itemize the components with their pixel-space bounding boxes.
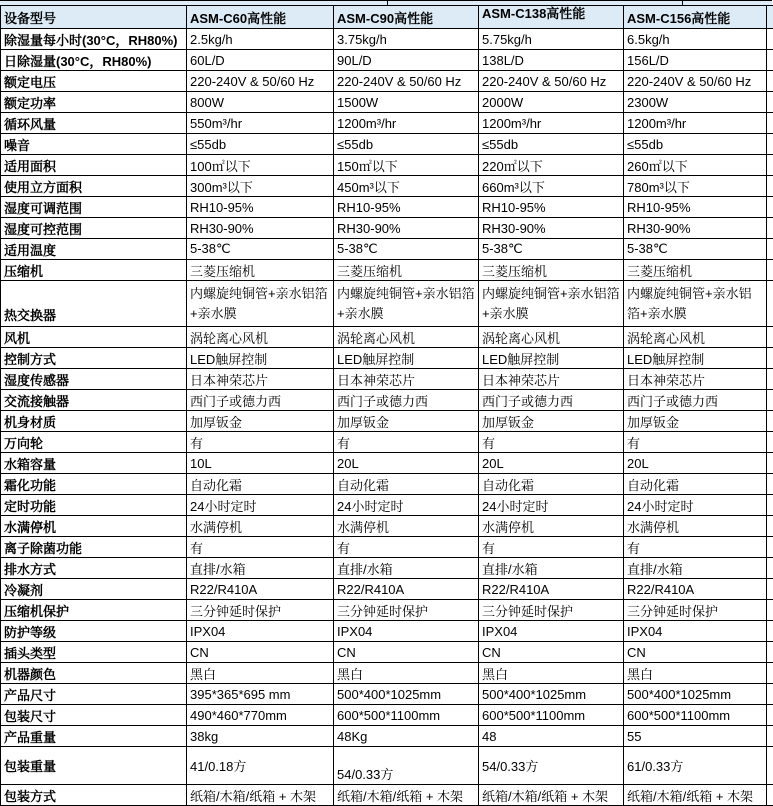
header-row [1,6,773,29]
spec-row [1,785,773,806]
spec-value: 自动化霜 [624,474,767,495]
row-label: 适用温度 [1,239,187,260]
cropped-edge-cell [767,6,773,29]
spec-value: 500*400*1025mm [624,684,767,705]
cropped-edge-cell [767,663,773,684]
spec-value: R22/R410A [479,579,624,600]
cropped-edge-cell [767,327,773,348]
spec-value: 156L/D [624,50,767,71]
spec-value: 55 [624,726,767,747]
spec-value: 2000W [479,92,624,113]
spec-value: 38kg [187,726,334,747]
spec-row [1,663,773,684]
spec-value: 150㎡以下 [334,155,479,176]
spec-row [1,197,773,218]
spec-value: 纸箱/木箱/纸箱 + 木架 [187,785,334,806]
row-label: 压缩机保护 [1,600,187,621]
spec-value: 三分钟延时保护 [479,600,624,621]
row-label: 机器颜色 [1,663,187,684]
row-label: 离子除菌功能 [1,537,187,558]
cropped-edge-cell [767,71,773,92]
spec-value: R22/R410A [624,579,767,600]
spec-value: 三菱压缩机 [187,260,334,281]
spec-value: 水满停机 [479,516,624,537]
spec-value: 550m³/hr [187,113,334,134]
spec-value: ≤55db [624,134,767,155]
column-header-label: ASM-C60高性能 [190,10,287,26]
spec-value: 内螺旋纯铜管+亲水铝箔+亲水膜 [187,281,334,327]
row-label: 产品尺寸 [1,684,187,705]
spec-value: 61/0.33方 [624,747,767,785]
spec-value: 1500W [334,92,479,113]
spec-value: RH10-95% [187,197,334,218]
cropped-edge-cell [767,218,773,239]
spec-value: 300m³以下 [187,176,334,197]
row-label: 排水方式 [1,558,187,579]
cropped-edge-cell [767,260,773,281]
spec-value: 日本神荣芯片 [187,369,334,390]
spec-value: 220-240V & 50/60 Hz [187,71,334,92]
row-label: 循环风量 [1,113,187,134]
spec-value: 有 [479,432,624,453]
spec-value: 800W [187,92,334,113]
cropped-edge-cell [767,390,773,411]
row-label: 霜化功能 [1,474,187,495]
spec-value: 5-38℃ [187,239,334,260]
cropped-edge-cell [767,176,773,197]
spec-table-body [1,6,773,806]
spec-value: CN [334,642,479,663]
spec-value: RH30-90% [479,218,624,239]
spec-row [1,71,773,92]
spec-row [1,327,773,348]
cropped-edge-cell [767,369,773,390]
row-label: 产品重量 [1,726,187,747]
spec-value: 三菱压缩机 [624,260,767,281]
row-label: 防护等级 [1,621,187,642]
spec-value: RH10-95% [624,197,767,218]
spec-row [1,50,773,71]
spec-value: 有 [187,432,334,453]
spec-value: 220-240V & 50/60 Hz [479,71,624,92]
spec-value: 西门子或德力西 [624,390,767,411]
spec-value: 54/0.33方 [334,747,479,785]
spec-value: 20L [479,453,624,474]
spec-value: 水满停机 [187,516,334,537]
spec-value: 有 [479,537,624,558]
product-spec-table [0,5,773,806]
spec-value: 加厚钣金 [479,411,624,432]
column-header-model [187,6,334,29]
row-label: 控制方式 [1,348,187,369]
spec-value: 黑白 [624,663,767,684]
spec-value: 20L [334,453,479,474]
spec-value: 24小时定时 [334,495,479,516]
spec-row [1,390,773,411]
spec-row [1,281,773,327]
spec-value: 2.5kg/h [187,29,334,50]
spec-value: 内螺旋纯铜管+亲水铝箔+亲水膜 [334,281,479,327]
spec-value: 有 [334,537,479,558]
row-label: 插头类型 [1,642,187,663]
cropped-edge-cell [767,726,773,747]
cropped-edge-cell [767,453,773,474]
spec-value: 三菱压缩机 [334,260,479,281]
spec-value: 直排/水箱 [479,558,624,579]
spec-value: IPX04 [334,621,479,642]
spec-value: 涡轮离心风机 [187,327,334,348]
spec-value: 490*460*770mm [187,705,334,726]
spec-value: 直排/水箱 [624,558,767,579]
row-label: 湿度可调范围 [1,197,187,218]
cropped-edge-cell [767,155,773,176]
spec-value: 24小时定时 [187,495,334,516]
spec-value: 三分钟延时保护 [334,600,479,621]
spec-value: 有 [187,537,334,558]
row-label: 包装重量 [1,747,187,785]
cropped-edge-cell [767,474,773,495]
spec-value: 24小时定时 [624,495,767,516]
row-label: 热交换器 [1,281,187,327]
spec-row [1,705,773,726]
spec-value: 黑白 [334,663,479,684]
row-label: 水箱容量 [1,453,187,474]
spec-row [1,747,773,785]
row-label: 压缩机 [1,260,187,281]
spec-value: CN [479,642,624,663]
spec-row [1,621,773,642]
spec-value: RH30-90% [187,218,334,239]
spec-value: 1200m³/hr [334,113,479,134]
cropped-edge-cell [767,558,773,579]
spec-value: 5-38℃ [624,239,767,260]
spec-row [1,239,773,260]
spec-value: 24小时定时 [479,495,624,516]
spec-value: 6.5kg/h [624,29,767,50]
cropped-edge-cell [767,785,773,806]
spec-value: 三分钟延时保护 [187,600,334,621]
column-header-label: ASM-C90高性能 [337,10,434,26]
spec-value: 涡轮离心风机 [624,327,767,348]
column-header-model [479,6,624,29]
spec-value: 日本神荣芯片 [479,369,624,390]
spec-row [1,684,773,705]
spec-value: 600*500*1100mm [624,705,767,726]
row-label: 冷凝剂 [1,579,187,600]
spec-row [1,113,773,134]
cropped-edge-cell [767,197,773,218]
spec-row [1,558,773,579]
spec-value: LED触屏控制 [334,348,479,369]
row-label: 噪音 [1,134,187,155]
spec-value: 1200m³/hr [624,113,767,134]
spec-value: LED触屏控制 [187,348,334,369]
cropped-edge-cell [767,432,773,453]
spec-value: 纸箱/木箱/纸箱 + 木架 [334,785,479,806]
spec-value: 660m³以下 [479,176,624,197]
cropped-edge-cell [767,29,773,50]
spec-row [1,600,773,621]
row-label: 万向轮 [1,432,187,453]
spec-value: 加厚钣金 [334,411,479,432]
cropped-edge-cell [767,600,773,621]
spec-value: 纸箱/木箱/纸箱 + 木架 [479,785,624,806]
row-label: 额定电压 [1,71,187,92]
spec-value: 自动化霜 [187,474,334,495]
cropped-edge-cell [767,642,773,663]
spec-value: 加厚钣金 [624,411,767,432]
spec-value: 自动化霜 [479,474,624,495]
column-header-label: ASM-C138高性能 [482,5,586,21]
spec-row [1,134,773,155]
spec-row [1,453,773,474]
spec-value: 60L/D [187,50,334,71]
row-label: 水满停机 [1,516,187,537]
cropped-edge-cell [767,134,773,155]
spec-value: 90L/D [334,50,479,71]
spec-value: ≤55db [334,134,479,155]
spec-value: 三分钟延时保护 [624,600,767,621]
spec-value: 395*365*695 mm [187,684,334,705]
spec-value: 涡轮离心风机 [479,327,624,348]
spec-row [1,369,773,390]
cropped-edge-cell [767,684,773,705]
spec-value: 220㎡以下 [479,155,624,176]
spec-value: 内螺旋纯铜管+亲水铝箔+亲水膜 [624,281,767,327]
spec-value: 涡轮离心风机 [334,327,479,348]
spec-value: 500*400*1025mm [334,684,479,705]
spec-value: R22/R410A [187,579,334,600]
cropped-edge-cell [767,516,773,537]
spec-row [1,176,773,197]
column-header-model [334,6,479,29]
row-label: 湿度可控范围 [1,218,187,239]
spec-value: 5-38℃ [479,239,624,260]
spec-value: 100㎡以下 [187,155,334,176]
spec-value: 自动化霜 [334,474,479,495]
column-header-label: ASM-C156高性能 [627,10,731,26]
spec-value: 直排/水箱 [334,558,479,579]
spec-value: RH30-90% [334,218,479,239]
spec-value: 西门子或德力西 [187,390,334,411]
spec-value: 有 [624,537,767,558]
spec-row [1,260,773,281]
cropped-edge-cell [767,537,773,558]
spec-value: 220-240V & 50/60 Hz [334,71,479,92]
row-label: 交流接触器 [1,390,187,411]
spec-row [1,432,773,453]
row-label: 使用立方面积 [1,176,187,197]
row-label: 除湿量每小时(30°C，RH80%) [1,29,187,50]
spec-row [1,579,773,600]
row-label: 风机 [1,327,187,348]
row-label: 定时功能 [1,495,187,516]
spec-value: 有 [334,432,479,453]
spec-value: IPX04 [187,621,334,642]
spec-value: 内螺旋纯铜管+亲水铝箔+亲水膜 [479,281,624,327]
spec-value: 450m³以下 [334,176,479,197]
cropped-edge-cell [767,747,773,785]
cropped-edge-cell [767,579,773,600]
spec-value: IPX04 [479,621,624,642]
spec-value: 138L/D [479,50,624,71]
spec-row [1,348,773,369]
row-label: 包装尺寸 [1,705,187,726]
spec-value: 西门子或德力西 [479,390,624,411]
spec-value: RH30-90% [624,218,767,239]
spec-row [1,642,773,663]
spec-row [1,474,773,495]
spec-value: RH10-95% [334,197,479,218]
spec-row [1,411,773,432]
cropped-edge-cell [767,281,773,327]
spec-value: 水满停机 [334,516,479,537]
spec-value: 1200m³/hr [479,113,624,134]
spec-value: 48Kg [334,726,479,747]
cropped-edge-cell [767,495,773,516]
spec-value: LED触屏控制 [479,348,624,369]
spec-value: ≤55db [479,134,624,155]
spec-value: 日本神荣芯片 [334,369,479,390]
spec-value: 3.75kg/h [334,29,479,50]
spec-row [1,495,773,516]
row-label: 日除湿量(30°C，RH80%) [1,50,187,71]
row-label: 机身材质 [1,411,187,432]
spec-value: 500*400*1025mm [479,684,624,705]
spec-value: CN [624,642,767,663]
spec-value: CN [187,642,334,663]
cropped-edge-cell [767,621,773,642]
spec-row [1,92,773,113]
spec-value: 三菱压缩机 [479,260,624,281]
spec-value: 5.75kg/h [479,29,624,50]
spec-value: ≤55db [187,134,334,155]
spec-value: 780m³以下 [624,176,767,197]
spec-value: 600*500*1100mm [479,705,624,726]
cropped-edge-cell [767,705,773,726]
cropped-edge-cell [767,239,773,260]
spec-value: 20L [624,453,767,474]
cropped-edge-cell [767,92,773,113]
spec-value: 加厚钣金 [187,411,334,432]
spec-value: 黑白 [479,663,624,684]
spec-value: 黑白 [187,663,334,684]
spec-value: R22/R410A [334,579,479,600]
spec-row [1,155,773,176]
cropped-edge-cell [767,348,773,369]
column-header-model [624,6,767,29]
spec-value: RH10-95% [479,197,624,218]
spec-value: 48 [479,726,624,747]
row-label: 额定功率 [1,92,187,113]
spec-value: 西门子或德力西 [334,390,479,411]
row-label: 包装方式 [1,785,187,806]
spec-row [1,726,773,747]
spec-row [1,218,773,239]
spec-value: 直排/水箱 [187,558,334,579]
spec-row [1,516,773,537]
spec-value: IPX04 [624,621,767,642]
spec-value: 600*500*1100mm [334,705,479,726]
spec-row [1,537,773,558]
spec-value: 220-240V & 50/60 Hz [624,71,767,92]
spec-value: 10L [187,453,334,474]
corner-header-device-model: 设备型号 [1,6,187,29]
spec-value: 纸箱/木箱/纸箱 + 木架 [624,785,767,806]
spec-row [1,29,773,50]
spec-value: 41/0.18方 [187,747,334,785]
row-label: 适用面积 [1,155,187,176]
spec-value: 2300W [624,92,767,113]
cropped-edge-cell [767,50,773,71]
row-label: 湿度传感器 [1,369,187,390]
cropped-edge-cell [767,113,773,134]
spec-value: 水满停机 [624,516,767,537]
spec-value: 260㎡以下 [624,155,767,176]
spec-value: 5-38℃ [334,239,479,260]
spec-value: 54/0.33方 [479,747,624,785]
spec-value: 有 [624,432,767,453]
spec-value: 日本神荣芯片 [624,369,767,390]
spec-value: LED触屏控制 [624,348,767,369]
cropped-edge-cell [767,411,773,432]
